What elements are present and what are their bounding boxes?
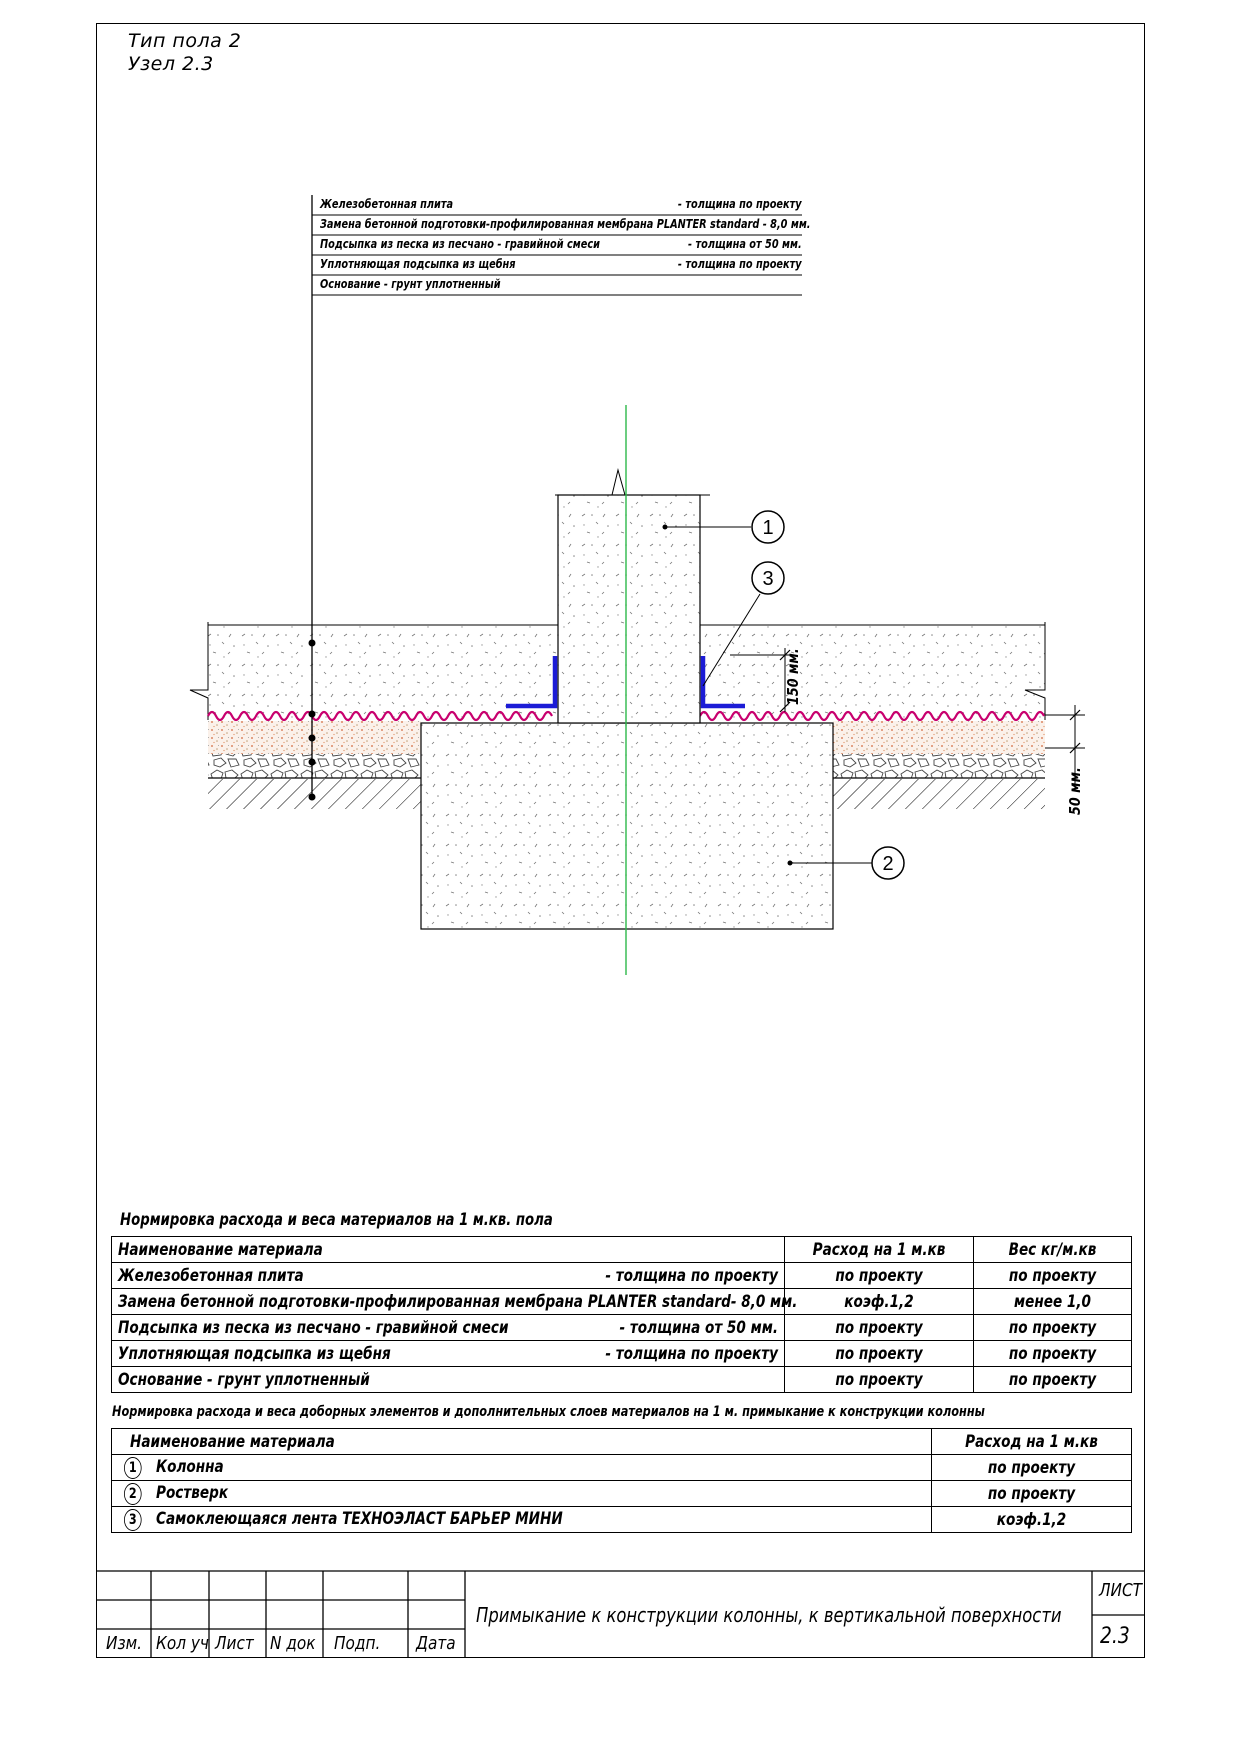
slab-right: [700, 625, 1045, 720]
row-weight: по проекту: [1008, 1317, 1097, 1338]
row-note: - 8,0 мм.: [730, 1291, 798, 1312]
table-row: [112, 1289, 1132, 1315]
drawing-description: Примыкание к конструкции колонны, к вертикальной поверхности: [476, 1603, 1062, 1627]
gravel-left: [208, 754, 421, 778]
row-name: Подсыпка из песка из песчано - гравийной смеси: [118, 1317, 509, 1338]
legend-slab: Железобетонная плита: [320, 196, 454, 211]
pile-cap: [421, 723, 833, 929]
table-row: [112, 1315, 1132, 1341]
row-rate: коэф.1,2: [996, 1509, 1067, 1530]
row-note: - толщина по проекту: [605, 1265, 778, 1286]
dimension-50: 50 мм.: [1067, 767, 1085, 815]
slab-left: [208, 625, 558, 720]
tb-col-sheet: Лист: [215, 1633, 254, 1654]
row-rate: по проекту: [987, 1483, 1076, 1504]
sheet-number: 2.3: [1100, 1624, 1130, 1649]
soil-right: [833, 779, 1045, 809]
tb-col-change: Изм.: [106, 1633, 142, 1654]
gravel-right: [833, 754, 1045, 778]
row-rate: по проекту: [987, 1457, 1076, 1478]
header-material: Наименование материала: [130, 1431, 335, 1452]
row-name: Основание - грунт уплотненный: [118, 1369, 370, 1390]
addon-materials-table: [111, 1428, 1132, 1533]
column: [558, 495, 700, 723]
soil-left: [208, 779, 421, 809]
table2-title: Нормировка расхода и веса доборных элементов и дополнительных слоев материалов на 1 м. примыкание к конструкции колонны: [112, 1404, 985, 1420]
row-rate: по проекту: [835, 1343, 923, 1364]
tb-col-doc: N док: [270, 1633, 316, 1654]
row-name: Железобетонная плита: [118, 1265, 304, 1286]
legend-sand-note: - толщина от 50 мм.: [688, 236, 802, 251]
row-note: - толщина по проекту: [605, 1343, 778, 1364]
header-material: Наименование материала: [118, 1239, 323, 1260]
row-name: Колонна: [156, 1456, 224, 1477]
legend-gravel: Уплотняющая подсыпка из щебня: [320, 256, 516, 271]
callout-1-number: 1: [762, 517, 774, 539]
floor-type-label: Тип пола 2: [128, 30, 242, 52]
table1-title: Нормировка расхода и веса материалов на 1 м.кв. пола: [120, 1210, 553, 1230]
tb-col-date: Дата: [416, 1633, 456, 1654]
header-weight: Вес кг/м.кв: [1008, 1239, 1097, 1260]
table-header-row: [112, 1237, 1132, 1263]
table-header-row: [112, 1429, 1132, 1455]
row-weight: менее 1,0: [1013, 1291, 1091, 1312]
table-row: [112, 1507, 1132, 1533]
table-row: [112, 1341, 1132, 1367]
table-row: [112, 1367, 1132, 1393]
legend-sand: Подсыпка из песка из песчано - гравийной смеси: [320, 236, 600, 251]
callout-3-number: 3: [762, 568, 774, 590]
sand-right: [833, 721, 1045, 754]
row-rate: коэф.1,2: [844, 1291, 914, 1312]
node-label: Узел 2.3: [128, 53, 214, 75]
legend-soil: Основание - грунт уплотненный: [320, 276, 501, 291]
row-weight: по проекту: [1008, 1343, 1097, 1364]
row-name: Самоклеющаяся лента ТЕХНОЭЛАСТ БАРЬЕР МИНИ: [156, 1508, 563, 1529]
row-name: Замена бетонной подготовки-профилированная мембрана PLANTER standard: [118, 1291, 731, 1312]
legend-slab-note: - толщина по проекту: [678, 196, 802, 211]
row-rate: по проекту: [835, 1317, 923, 1338]
row-rate: по проекту: [835, 1265, 923, 1286]
header-rate: Расход на 1 м.кв: [965, 1431, 1098, 1452]
header-rate: Расход на 1 м.кв: [812, 1239, 946, 1260]
tb-col-sign: Подп.: [334, 1633, 381, 1654]
callout-2-number: 2: [882, 853, 894, 875]
materials-table: [111, 1236, 1132, 1393]
row-name: Уплотняющая подсыпка из щебня: [118, 1343, 391, 1364]
legend-membrane: Замена бетонной подготовки-профилированная мембрана PLANTER standard - 8,0 мм.: [320, 216, 811, 231]
sheet-label: ЛИСТ: [1099, 1580, 1142, 1601]
table-row: [112, 1481, 1132, 1507]
tb-col-count: Кол уч: [156, 1633, 209, 1654]
table-row: [112, 1455, 1132, 1481]
row-number: 2: [124, 1483, 142, 1505]
row-rate: по проекту: [835, 1369, 923, 1390]
dimension-150: 150 мм.: [785, 648, 803, 705]
row-number: 3: [124, 1509, 142, 1531]
row-note: - толщина от 50 мм.: [619, 1317, 778, 1338]
table-row: [112, 1263, 1132, 1289]
row-weight: по проекту: [1008, 1369, 1097, 1390]
row-weight: по проекту: [1008, 1265, 1097, 1286]
legend-gravel-note: - толщина по проекту: [678, 256, 802, 271]
row-name: Ростверк: [156, 1482, 229, 1503]
row-number: 1: [124, 1457, 142, 1479]
